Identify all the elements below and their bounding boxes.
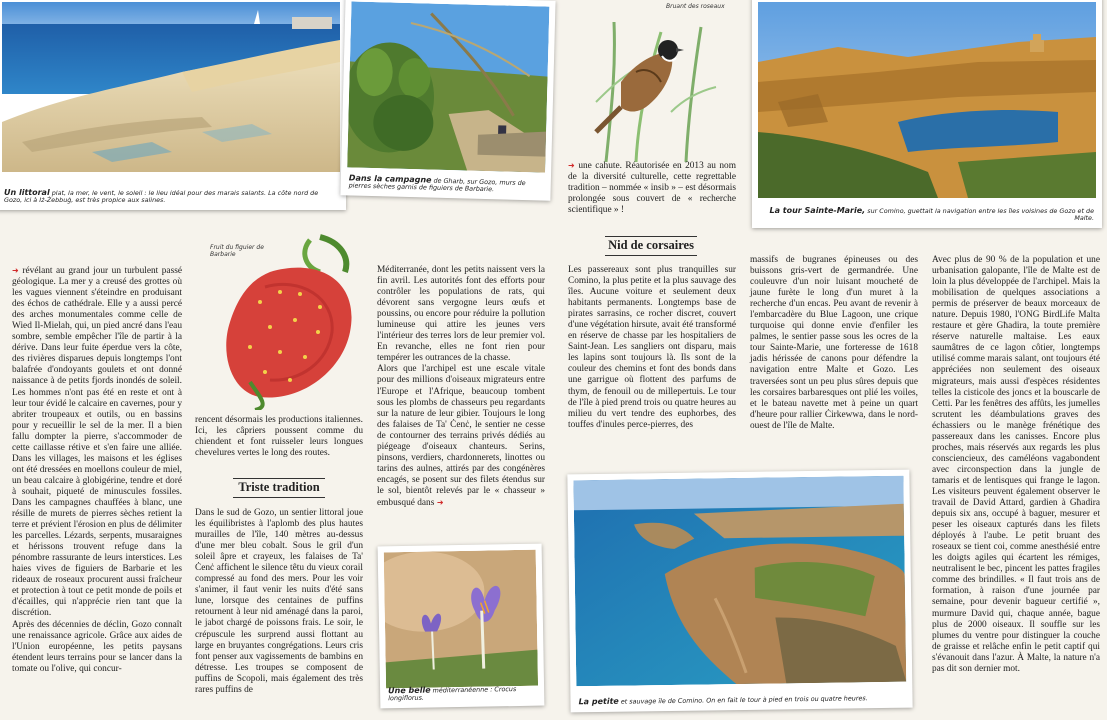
campagne-image (347, 1, 549, 172)
column-5 (750, 255, 918, 432)
column-1 (12, 265, 182, 675)
column-5-text: massifs de bugranes épineuses ou des buissons gris-vert de germandrée. Une couleuvre d'un noir luisant moucheté de jaune furète le long d'un muret à la recherche d'un encas. Peu avant de revenir à l'embarcadère du Blue Lagoon, une crique turquoise qui donne envie d'enfiler les palmes, le sentier passe sous les ocres de la tour Sainte-Marie, une forteresse de 1618 jadis hérissée de canons pour défendre la navigation entre Malte et Gozo. Les traversées sont un peu plus sûres depuis que les corsaires barbaresques ont plié les voiles, et le bateau navette met à peine un quart d'heure pour rallier Ċirkewwa, dans le nord-ouest de l'île de Malte. (750, 255, 918, 431)
tour-caption (760, 207, 1094, 223)
littoral-caption-text: plat, la mer, le vent, le soleil : le lieu idéal pour des marais salants. La côte nord de Gozo, ici à Iż-Żebbuġ, est très propice aux salines. (4, 188, 319, 205)
photo-tour-sainte-marie (752, 0, 1102, 228)
comino-caption (578, 694, 904, 707)
tour-caption-text: sur Comino, guettait la navigation entre les îles voisines de Gozo et de Malte. (865, 206, 1094, 223)
column-2-bottom (195, 508, 363, 696)
column-4 (568, 265, 736, 431)
comino-image (573, 476, 906, 687)
littoral-image (2, 2, 340, 172)
column-3 (377, 265, 545, 509)
comino-caption-title: La petite (578, 697, 619, 707)
littoral-caption (4, 189, 338, 205)
crocus-caption (388, 685, 536, 704)
littoral-caption-title: Un littoral (4, 187, 50, 197)
campagne-caption (349, 174, 543, 195)
column-1-text: révélant au grand jour un turbulent passé géologique. La mer y a creusé des grottes où les vagues viennent s'éteindre en produisant des échos de cathédrale. Elle y a aussi percé des arches monumentales comme celle de Wied Il-Mielah, qui, un pied ancré dans l'eau sombre, semble empêcher l'île de partir à la dérive. Dans leur fuite éperdue vers la côte, des rivières disparues depuis longtemps l'ont balafrée d'ondoyants goulets et ont donné naissance à de petits fjords inondés de soleil. Les hommes n'ont pas été en reste et ont à leur tour évidé le calcaire en cavernes, pour y abriter troupeaux et outils, ou en bassins pour y recueillir le sel de la mer. Il a bien fallu dompter la pierre, s'accommoder de cette caillasse rétive et s'en faire une alliée. Dans les villages, les maisons et les églises ont été dressées en moellons couleur de miel, un beau calcaire à globigérine, tendre et doré à souhait, piqueté de minuscules fossiles. Dans les campagnes chauffées à blanc, une résille de murets de pierres sèches retient la terre et prévient l'érosion en plus de délimiter les parcelles. Lézards, serpents, musaraignes et hérissons trouvent refuge dans la pénombre rassurante de leurs interstices. Les haies vives de figuiers de Barbarie et les rideaux de roseaux procurent aussi fraîcheur et protection à tout ce petit monde de poils et d'écailles, qui n'apprécie rien tant que la discrétion. (12, 266, 182, 619)
column-2-top-text: rencent désormais les productions italiennes. Ici, les câpriers poussent comme du chiendent et font ruisseler leurs longues chevelures vertes le long des routes. (195, 415, 363, 459)
bruant-illustration (576, 12, 726, 162)
crocus-image (384, 550, 538, 689)
mid-top-text: une cahute. Réautorisée en 2013 au nom de la diversité culturelle, cette regrettable tradition – nommée « insib » – est désormais prolongée sous couvert de « recherche scientifique » ! (568, 161, 736, 216)
comino-caption-text: et sauvage île de Comino. On en fait le tour à pied en trois ou quatre heures. (618, 694, 868, 707)
campagne-caption-text: de Gharb, sur Gozo, murs de pierres sèches garnis de figuiers de Barbarie. (348, 176, 526, 194)
heading-triste-tradition: Triste tradition (233, 478, 325, 498)
photo-crocus (378, 544, 545, 709)
column-2 (195, 415, 363, 459)
photo-littoral (0, 0, 346, 210)
photo-comino (567, 470, 912, 713)
crocus-caption-text: méditerranéenne : Crocus longiflorus. (388, 684, 517, 703)
column-3-text: Méditerranée, dont les petits naissent vers la fin avril. Les autorités font des efforts pour contrôler les populations de rats, qui dévorent sans vergogne leurs œufs et poussins, ou encore pour réduire la pollution lumineuse qui attire les jeunes vers l'intérieur des terres lors de leur premier vol. En revanche, elles ne font rien pour tempérer les outrances de la chasse. (377, 265, 545, 364)
continue-arrow-icon: ➜ (12, 266, 23, 275)
column-1-paragraph-2: Après des décennies de déclin, Gozo connaît une renaissance agricole. Grâce aux aides de l'Union européenne, les petits paysans étendent leurs terrains pour se lancer dans la tomate ou l'olive, qui concur- (12, 619, 182, 674)
bruant-label: Bruant des roseaux (666, 3, 725, 10)
column-6-text: Avec plus de 90 % de la population et une urbanisation galopante, l'île de Malte est de loin la plus développée de l'archipel. Mais la mobilisation de quelques associations a permis de préserver de beaux morceaux de nature. Depuis 1980, l'ONG BirdLife Malta restaure et gère Għadira, la toute première réserve naturelle maltaise. Les eaux saumâtres de ce lagon côtier, longtemps utilisé comme marais salant, ont toujours été appréciées non seulement des oiseaux migrateurs, mais aussi d'espèces résidentes telles la cisticole des joncs et la bouscarle de Cetti. Par les fenêtres des affûts, les jumelles scrutent les déambulations graves des échassiers ou le manège frénétique des passereaux dans les canisses. Encore plus proches, mais réservés aux regards les plus consciencieux, des caméléons vagabondent avec circonspection dans la jungle de tamaris et de lentisques qui frange le lagon. Les visiteurs peuvent également observer le travail de David Attard, gardien à Għadira depuis six ans, occupé à baguer, mesurer et peser les oiseaux capturés dans les filets déployés à l'aube. Le petit bruant des roseaux se tient coi, comme anesthésié entre les doigts agiles qui écartent les rémiges, neutralisent le bec, pincent les pattes fragiles comme des brindilles. « Il faut trois ans de formation, à raison d'une journée par semaine, pour devenir bagueur certifié », murmure David qui, chaque année, bague plus de 2000 oiseaux. Il souffle sur les plumes du ventre pour distinguer la couche de graisse et relâche enfin le petit captif qui s'évanouit dans l'azur. À Malte, la nature n'a pas dit son dernier mot. (932, 255, 1100, 674)
continue-arrow-icon: ➜ (434, 497, 444, 507)
mid-top-column (568, 160, 736, 216)
crocus-caption-title: Une belle (388, 685, 431, 696)
heading-nid-de-corsaires: Nid de corsaires (605, 236, 697, 256)
column-6 (932, 255, 1100, 675)
column-2-bottom-text: Dans le sud de Gozo, un sentier littoral joue les équilibristes à l'aplomb des plus hautes murailles de l'île, 140 mètres au-dessus d'une mer bleu cobalt. Sous le gril d'un soleil âpre et crayeux, les falaises de Ta' Ċenċ affichent le silence têtu du vieux corail compressé au fond des mers. Pour les voir s'animer, il faut venir les nuits d'été sans lune, lorsque des centaines de puffins retournent à leur nid aménagé dans la paroi, le jabot chargé de poissons frais. Le soir, le crépuscule les surprend aussi flottant au large en bruyantes congrégations. Leurs cris font penser aux vagissements de bambins en détresse. Les troupes se composent de puffins de Scopoli, mais également des très rares puffins de (195, 508, 363, 695)
figuier-illustration (200, 232, 370, 410)
column-4-text: Les passereaux sont plus tranquilles sur Comino, la plus petite et la plus sauvage des îles. Aucune voiture et seulement deux habitants permanents. Longtemps base de pirates sarrasins, ce rocher discret, couvert d'une végétation hirsute, avait été transformé en réserve de chasse par les hospitaliers de Saint-Jean. Les sangliers ont disparu, mais les lapins sont toujours là. Ils sont de la couleur des chemins et font des bonds dans une garrigue où flottent des parfums de thym, de fenouil ou de millepertuis. Le tour de l'île à pied prend trois ou quatre heures au milieu du vert tendre des euphorbes, des touffes d'inules perce-pierres, des (568, 265, 736, 430)
continue-arrow-icon: ➜ (568, 161, 579, 170)
photo-campagne (340, 0, 555, 201)
figuier-label: Fruit du figuier de Barbarie (210, 244, 264, 258)
tour-image (758, 2, 1096, 198)
column-3-paragraph-2: Alors que l'archipel est une escale vitale pour des millions d'oiseaux migrateurs entre l'Europe et l'Afrique, beaucoup tombent sous les plombs de chasseurs peu regardants sur la nature de leur gibier. Toujours le long des falaises de Ta' Ċenċ, le sentier ne cesse de contourner des terrains privés dédiés au piégeage d'oiseaux chanteurs. Serins, pinsons, verdiers, chardonnerets, linottes ou tarins des aulnes, attirés par des congénères encagés, se posent sur des filets étendus sur le sol, bientôt relevés par le « chasseur » embusqué dans (377, 364, 545, 508)
campagne-caption-title: Dans la campagne (348, 173, 432, 185)
tour-caption-title: La tour Sainte-Marie, (769, 205, 866, 215)
